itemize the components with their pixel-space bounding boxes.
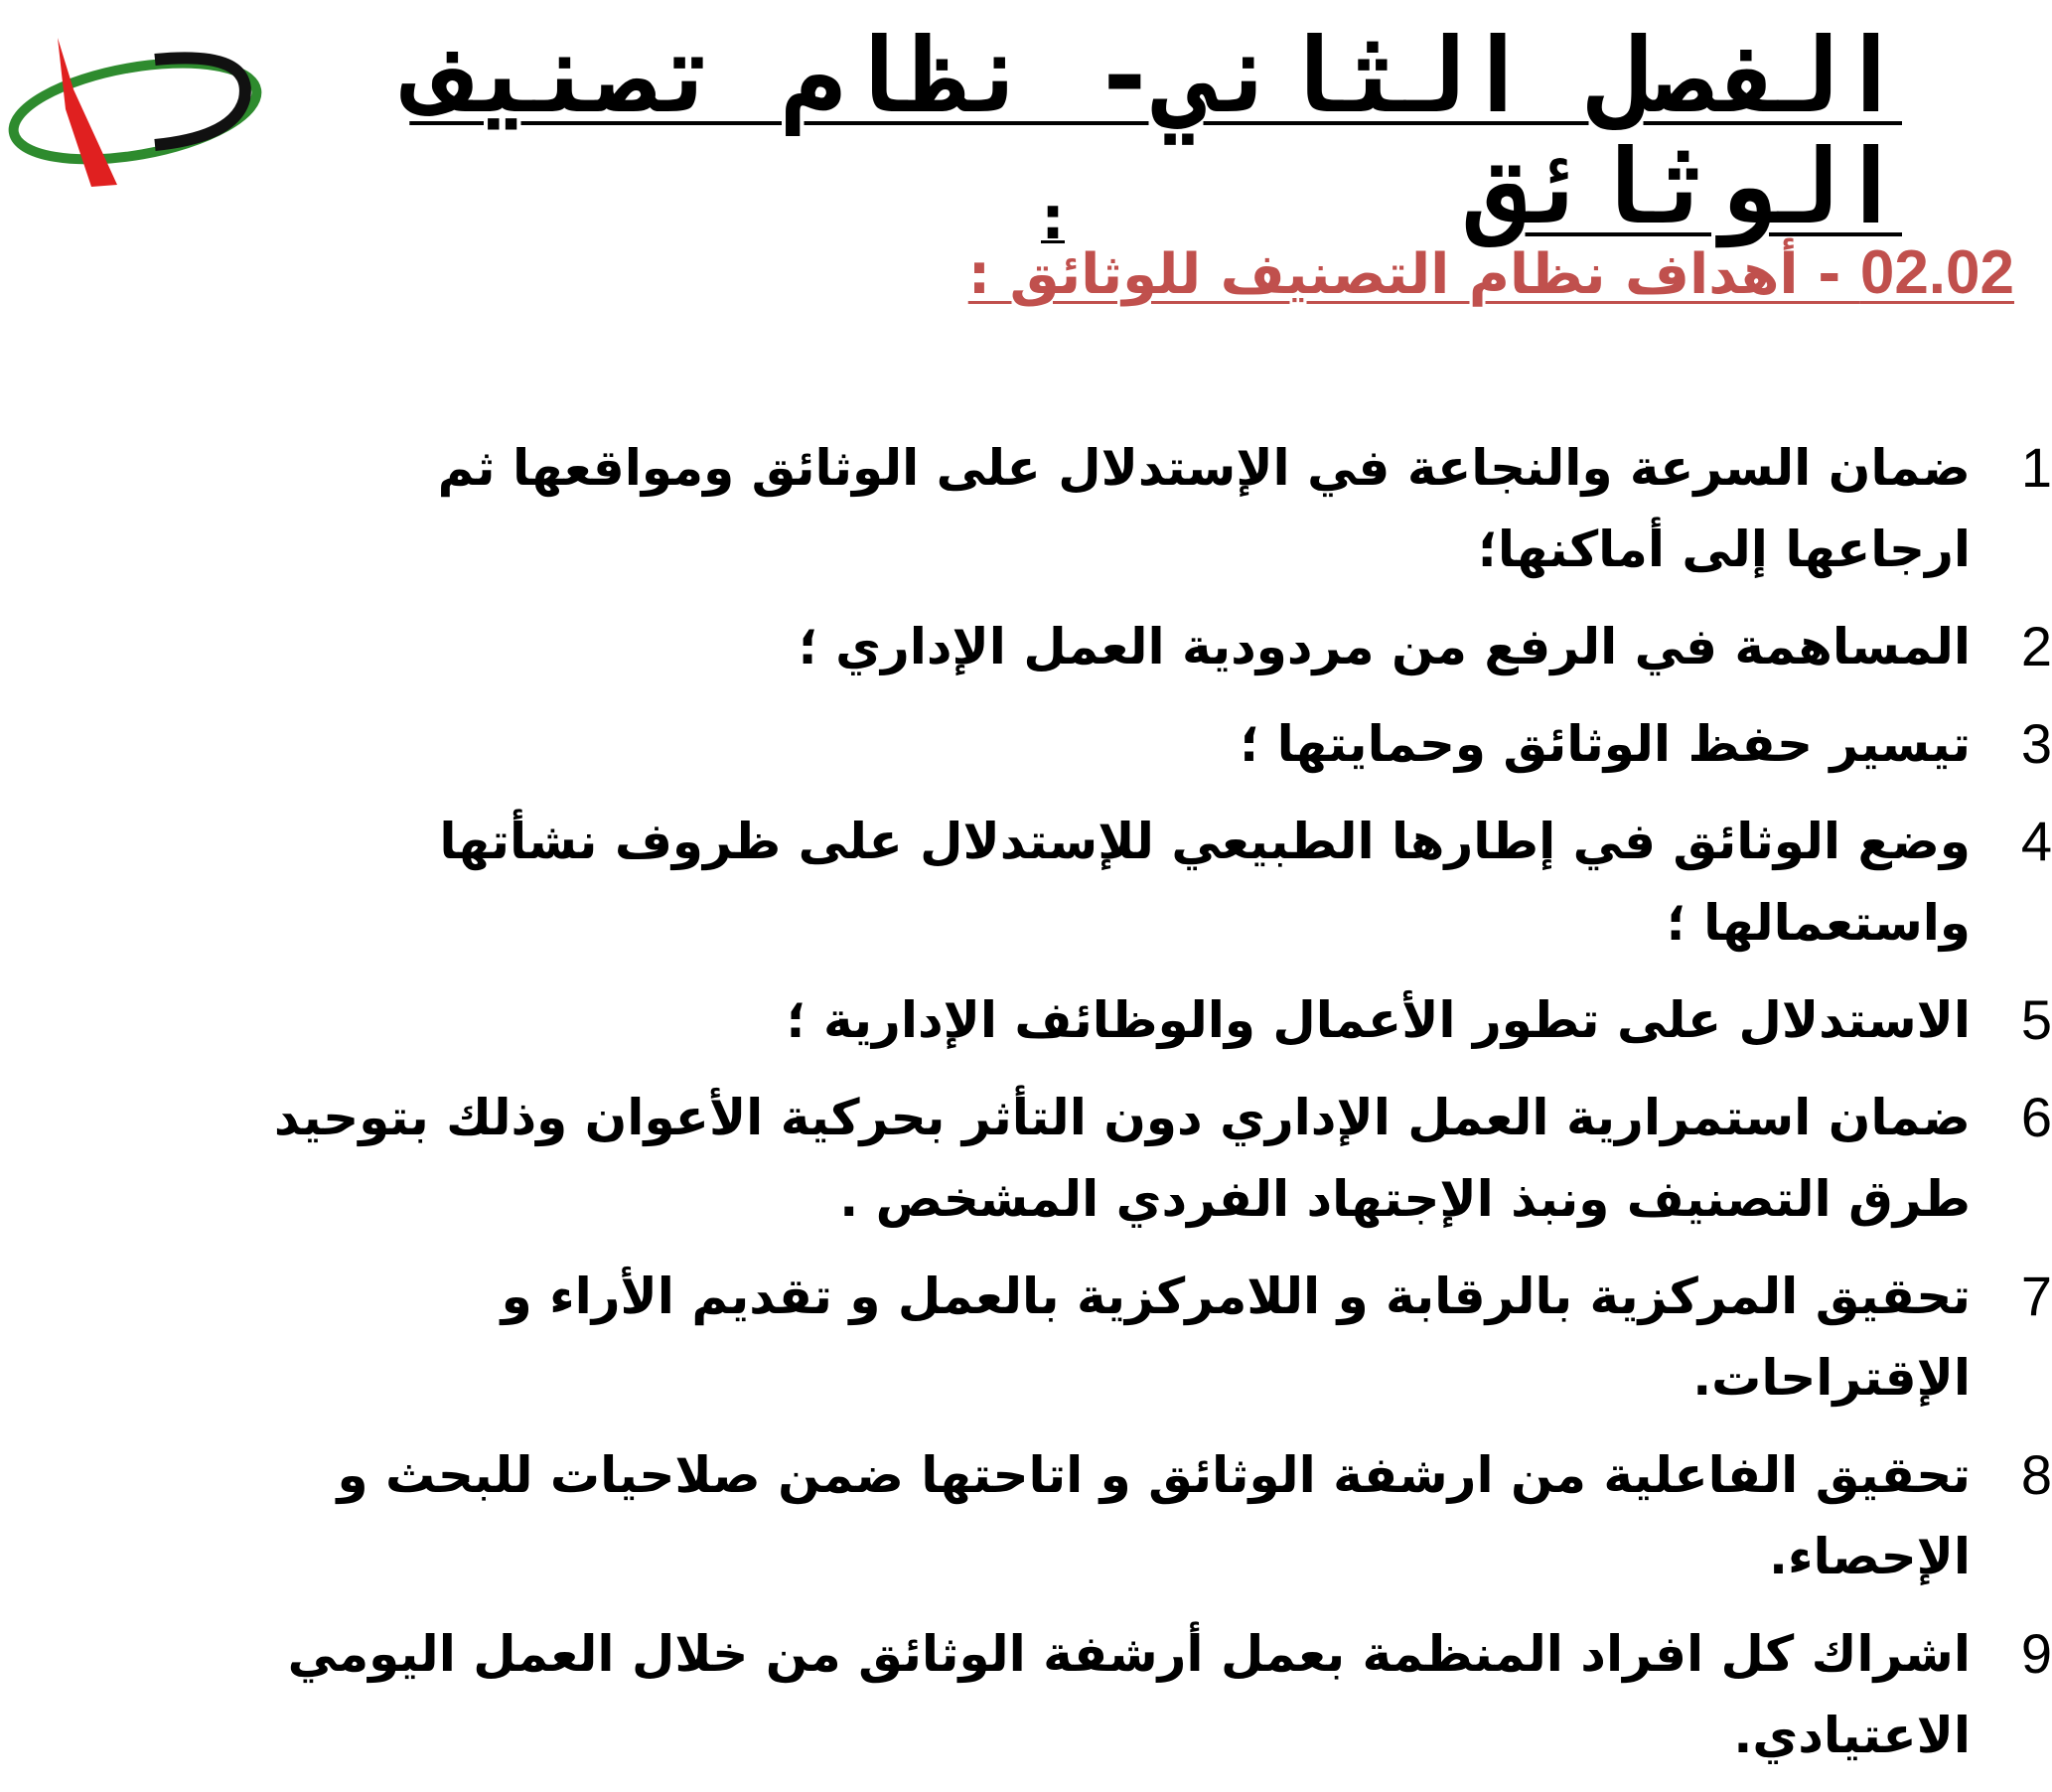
list-item-text: وضع الوثائق في إطارها الطبيعي للإستدلال على ظروف نشأتها واستعمالها ؛ (439, 813, 1971, 952)
list-item (244, 801, 2052, 964)
list-item-number: 5 (2020, 988, 2052, 1051)
list-item-text: تحقيق المركزية بالرقابة و اللامركزية بالعمل و تقديم الأراء و الإقتراحات. (501, 1268, 1971, 1407)
list-item (244, 1256, 2052, 1419)
list-item (244, 1077, 2052, 1240)
list-item-text: اشراك كل افراد المنظمة بعمل أرشفة الوثائق من خلال العمل اليومي الاعتيادي. (287, 1625, 1971, 1764)
list-item-number: 1 (2020, 436, 2052, 499)
list-item-text: الاستدلال على تطور الأعمال والوظائف الإدارية ؛ (786, 991, 1971, 1049)
list-item (244, 606, 2052, 687)
list-item (244, 703, 2052, 785)
list-item (244, 427, 2052, 590)
list-item-number: 8 (2020, 1443, 2052, 1506)
page-title-colon: : (1041, 184, 1065, 253)
list-item-number: 7 (2020, 1265, 2052, 1327)
list-item-number: 6 (2020, 1086, 2052, 1148)
objectives-list (244, 427, 2052, 1792)
list-item-number: 3 (2020, 712, 2052, 775)
list-item-number: 4 (2020, 810, 2052, 872)
list-item (244, 979, 2052, 1061)
list-item-number: 2 (2020, 615, 2052, 677)
page-title-text: الفصل الثاني- نظام تصنيف الوثائق (409, 15, 1902, 247)
section-heading-text: - أهداف نظام التصنيف للوثائق : (967, 242, 1860, 307)
list-item-text: تيسير حفظ الوثائق وحمايتها ؛ (1240, 715, 1971, 773)
list-item-text: المساهمة في الرفع من مردودية العمل الإداري ؛ (798, 618, 1971, 675)
section-number: 02.02 (1859, 238, 2014, 307)
section-heading (968, 238, 2014, 310)
logo-red-needle (58, 38, 117, 187)
list-item-text: ضمان السرعة والنجاعة في الإستدلال على الوثائق ومواقعها ثم ارجاعها إلى أماكنها؛ (437, 439, 1971, 578)
list-item-number: 9 (2020, 1622, 2052, 1685)
list-item (244, 1434, 2052, 1597)
list-item (244, 1613, 2052, 1776)
list-item-text: ضمان استمرارية العمل الإداري دون التأثر بحركية الأعوان وذلك بتوحيد طرق التصنيف ونبذ الإجتهاد الفردي المشخص . (273, 1089, 1971, 1228)
list-item-text: تحقيق الفاعلية من ارشفة الوثائق و اتاحتها ضمن صلاحيات للبحث و الإحصاء. (337, 1446, 1971, 1585)
